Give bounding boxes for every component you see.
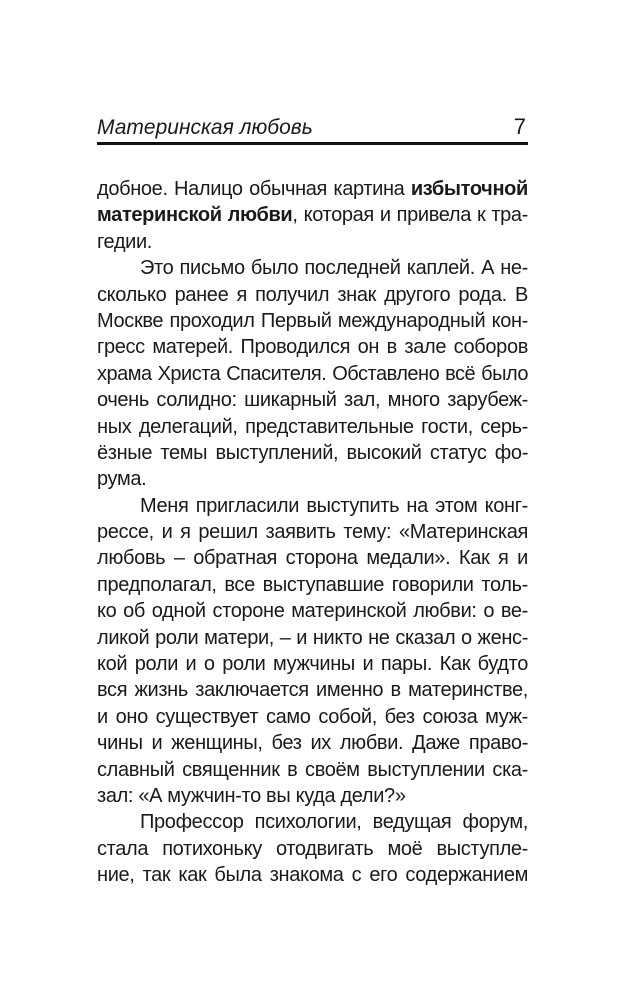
text-line: зал: «А мужчин-то вы куда дели?»	[97, 784, 406, 807]
text-segment: добное. Налицо обычная картина	[97, 178, 411, 200]
text-line: и оно существует само собой, без союза муж-	[97, 705, 528, 728]
text-line: Профессор психологии, ведущая форум,	[140, 811, 528, 834]
text-line: Это письмо было последней каплей. А не-	[140, 257, 528, 280]
text-line: кой роли и о роли мужчины и пары. Как будто	[97, 653, 528, 676]
page-text	[97, 176, 528, 889]
text-line: предполагал, все выступавшие говорили толь-	[97, 573, 528, 596]
page-number: 7	[513, 114, 526, 139]
text-line: гресс матерей. Проводился он в зале соборов	[97, 336, 528, 359]
text-line: храма Христа Спасителя. Обставлено всё было	[97, 362, 528, 385]
text-line: Меня пригласили выступить на этом конг-	[140, 494, 528, 517]
text-line: ных делегаций, представительные гости, серь-	[97, 415, 528, 438]
text-line: ние, так как была знакома с его содержанием	[97, 864, 528, 887]
text-line: Москве проходил Первый международный кон-	[97, 309, 528, 332]
text-line	[97, 176, 528, 202]
text-line: ко об одной стороне материнской любви: о ве-	[97, 600, 528, 623]
text-line	[97, 202, 528, 228]
text-line: славный священник в своём выступлении ска-	[97, 758, 528, 781]
bold-text: избыточной	[410, 178, 528, 200]
text-line: рессе, и я решил заявить тему: «Материнская	[97, 521, 528, 544]
running-header	[97, 114, 528, 145]
text-segment: , которая и привела к тра-	[292, 204, 528, 227]
text-line: любовь – обратная сторона медали». Как я и	[97, 547, 528, 570]
bold-text: материнской любви	[97, 204, 293, 227]
running-title: Материнская любовь	[97, 116, 313, 139]
text-line: ликой роли матери, – и никто не сказал о женс-	[97, 626, 528, 649]
text-line: рума.	[97, 468, 147, 491]
text-line: гедии.	[97, 230, 153, 253]
text-line: стала потихоньку отодвигать моё выступле-	[97, 837, 528, 860]
text-line: очень солидно: шикарный зал, много зарубеж-	[97, 389, 528, 412]
text-line: чины и женщины, без их любви. Даже право-	[97, 732, 528, 755]
text-line: сколько ранее я получил знак другого рода. В	[97, 283, 528, 306]
text-line: ёзные темы выступлений, высокий статус фо-	[97, 441, 528, 464]
text-line: вся жизнь заключается именно в материнстве,	[97, 679, 528, 702]
